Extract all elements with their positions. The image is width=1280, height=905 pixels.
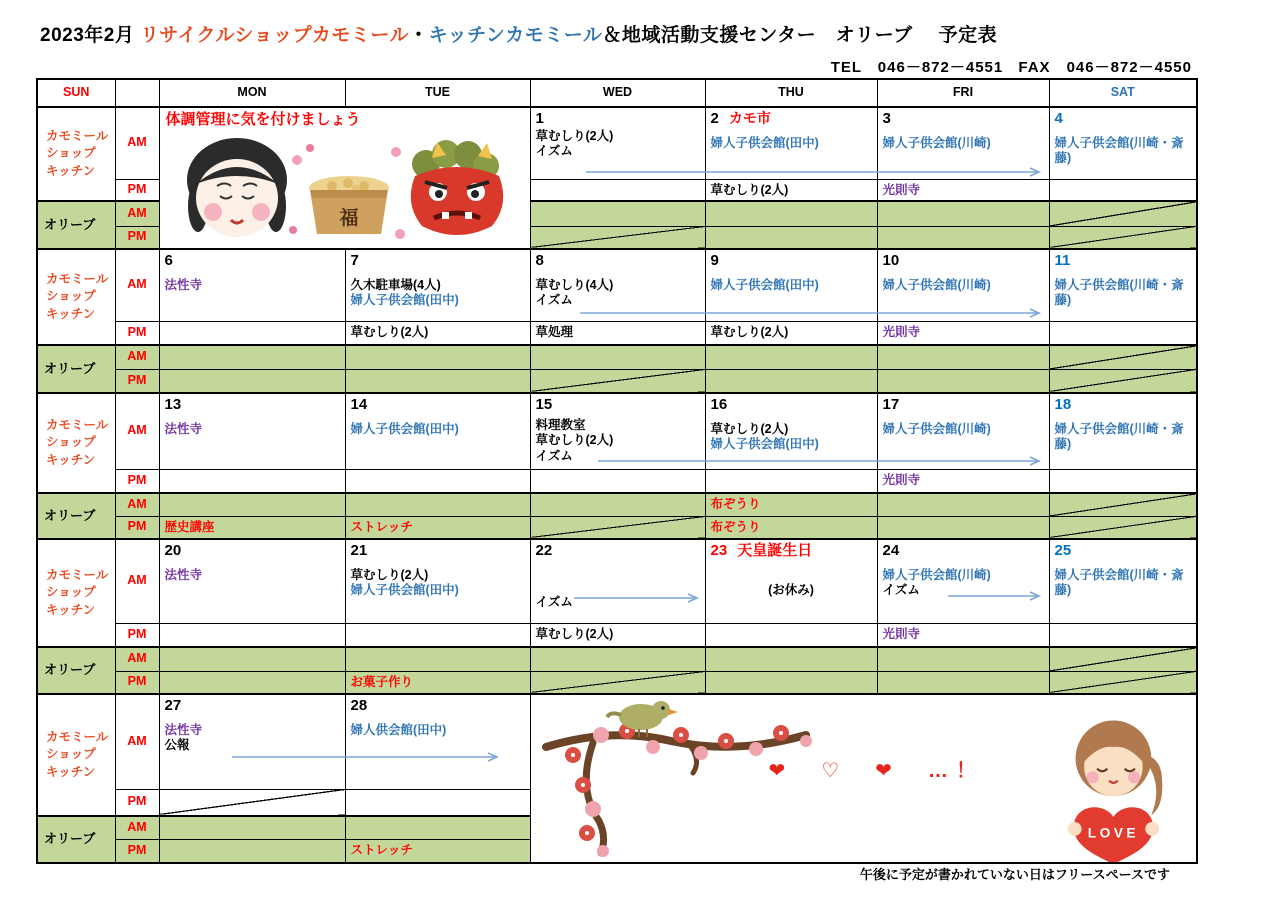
fax-number: FAX 046－872－4550 [1018, 59, 1192, 76]
cell-w5-tue-pm [345, 789, 530, 816]
cell-w5-tue-am: 28 婦人供会館(田中) [345, 694, 530, 789]
cell-w5-mon-olive-pm [159, 839, 345, 863]
cell-w2-sat-olive-am [1049, 345, 1197, 369]
cell-w3-thu-olive-pm: 布ぞうり [705, 516, 877, 539]
cell-w1-thu-olive-pm [705, 226, 877, 249]
cell-w3-mon-am: 13 法性寺 [159, 393, 345, 469]
contact-line [821, 56, 1192, 77]
cell-w4-thu-olive-pm [705, 671, 877, 694]
olive-pm-label: PM [115, 226, 159, 249]
cell-w4-sat-am: 25 婦人子供会館(川崎・斎藤) [1049, 539, 1197, 623]
date-21: 21 [350, 542, 368, 559]
cell-w2-wed-am: 8 草むしり(4人) イズム [530, 249, 705, 321]
olive-am-label: AM [115, 201, 159, 226]
svg-text:福: 福 [338, 208, 359, 229]
date-15: 15 [535, 396, 553, 413]
cell-w2-sat-am: 11 婦人子供会館(川崎・斎藤) [1049, 249, 1197, 321]
cell-w1-wed-olive-pm [530, 226, 705, 249]
cell-w3-tue-am: 14 婦人子供会館(田中) [345, 393, 530, 469]
cell-w4-sat-olive-am [1049, 647, 1197, 671]
am-label: AM [115, 107, 159, 179]
date-4: 4 [1054, 110, 1063, 127]
cell-w4-fri-olive-am [877, 647, 1049, 671]
cell-w3-sat-olive-pm [1049, 516, 1197, 539]
cell-w2-tue-pm: 草むしり(2人) [345, 321, 530, 345]
kamo-market-label: カモ市 [728, 110, 771, 126]
cell-w5-mon-pm [159, 789, 345, 816]
emperor-birthday-label: 天皇誕生日 [737, 542, 813, 559]
cell-w2-fri-am: 10 婦人子供会館(川崎) [877, 249, 1049, 321]
cell-w3-sat-am: 18 婦人子供会館(川崎・斎藤) [1049, 393, 1197, 469]
date-17: 17 [882, 396, 900, 413]
header-blank [115, 79, 159, 107]
cell-w4-tue-am: 21 草むしり(2人) 婦人子供会館(田中) [345, 539, 530, 623]
cell-w2-tue-am: 7 久木駐車場(4人) 婦人子供会館(田中) [345, 249, 530, 321]
cell-w4-fri-olive-pm [877, 671, 1049, 694]
cell-w2-mon-pm [159, 321, 345, 345]
cell-w1-sat-pm [1049, 179, 1197, 201]
cell-w4-tue-olive-pm: お菓子作り [345, 671, 530, 694]
cell-w3-mon-olive-pm: 歴史講座 [159, 516, 345, 539]
cell-w2-sat-olive-pm [1049, 369, 1197, 393]
date-14: 14 [350, 396, 368, 413]
tel-number: TEL 046－872－4551 [830, 59, 1004, 76]
cell-w1-sat-am: 4 婦人子供会館(川崎・斎藤) [1049, 107, 1197, 179]
page-title [40, 20, 997, 47]
cell-w5-tue-olive-pm: ストレッチ [345, 839, 530, 863]
cell-w2-mon-olive-am [159, 345, 345, 369]
header-thu: THU [705, 79, 877, 107]
cell-w2-fri-olive-am [877, 345, 1049, 369]
label-olive-w2: オリーブ [37, 345, 115, 393]
cell-w1-sat-olive-pm [1049, 226, 1197, 249]
cell-w3-fri-am: 17 婦人子供会館(川崎) [877, 393, 1049, 469]
label-olive-w3: オリーブ [37, 493, 115, 539]
cell-w1-sat-olive-am [1049, 201, 1197, 226]
date-6: 6 [164, 252, 173, 269]
date-13: 13 [164, 396, 182, 413]
setsubun-illustration-icon [172, 134, 517, 246]
cell-w4-sat-olive-pm [1049, 671, 1197, 694]
girl-love-heart-icon [1052, 717, 1180, 863]
header-tue: TUE [345, 79, 530, 107]
header-mon: MON [159, 79, 345, 107]
cell-w1-fri-olive-pm [877, 226, 1049, 249]
cell-w2-tue-olive-am [345, 345, 530, 369]
title-shop: リサイクルショップカモミール [140, 25, 410, 46]
date-9: 9 [710, 252, 719, 269]
cell-w2-mon-am: 6 法性寺 [159, 249, 345, 321]
cell-w4-fri-pm: 光則寺 [877, 623, 1049, 647]
cell-w3-fri-olive-am [877, 493, 1049, 516]
header-wed: WED [530, 79, 705, 107]
header-sun: SUN [37, 79, 115, 107]
cell-w3-tue-pm [345, 469, 530, 493]
cell-w1-fri-olive-am [877, 201, 1049, 226]
cell-w4-thu-olive-am [705, 647, 877, 671]
cell-w4-tue-pm [345, 623, 530, 647]
cell-w2-thu-olive-am [705, 345, 877, 369]
cell-w3-sat-pm [1049, 469, 1197, 493]
calendar-table: SUN MON TUE WED THU FRI SAT カモミール ショップ キッチン AM 体調管理に気を付けましょう 福 1 草むしり(2人) イズム 2 カモ市 婦人子供会館(田中) 3 婦人子供会館(川崎) 4 婦人子供会館(川崎・斎藤) PM 草むしり(2人) 光則寺 オリーブ AM PM カモミール ショップ キッチン AM 6 法性寺 7 久木駐車場(4人) 婦人子供会館(田中) 8 草むしり(4人) イズム 9 婦人子供会館(田中) 10 婦人子供会館(川崎) 11 婦人子供会館(川崎・斎藤) PM 草むしり(2人) 草処理 草むしり(2人) 光則寺 オリーブ AM PM カモミール ショップ キッチン AM 13 法性寺 14 婦人子供会館(田中) 15 料理教室 草むしり(2人) イズム 16 草むしり(2人) 婦人子供会館(田中) 17 婦人子供会館(川崎) 18 婦人子供会館(川崎・斎藤) PM 光則寺 オリーブ AM 布ぞうり PM 歴史講座 ストレッチ 布ぞうり カモミール ショップ キッチン AM 20 法性寺 21 草むしり(2人) 婦人子供会館(田中) 22 イズム 23 天皇誕生日 (お休み) 24 婦人子供会館(川崎) イズム 25 婦人子供会館(川崎・斎藤) PM 草むしり(2人) 光則寺 オリーブ AM PM お菓子作り カモミール ショップ キッチン AM 27 法性寺 公報 28 婦人供会館(田中) ❤ ♡ ❤ …！ LOVE PM オリーブ AM PM ストレッチ [36, 78, 1198, 864]
label-chamomile-w5: カモミール ショップ キッチン [37, 694, 115, 816]
cell-w2-fri-olive-pm [877, 369, 1049, 393]
cell-w2-sat-pm [1049, 321, 1197, 345]
date-3: 3 [882, 110, 891, 127]
cell-w2-thu-olive-pm [705, 369, 877, 393]
date-16: 16 [710, 396, 728, 413]
cell-w1-wed-am: 1 草むしり(2人) イズム [530, 107, 705, 179]
cell-w2-mon-olive-pm [159, 369, 345, 393]
title-center: ＆地域活動支援センター オリーブ [602, 25, 913, 46]
footer-note: 午後に予定が書かれていない日はフリースペースです [859, 867, 1170, 882]
cell-w3-mon-pm [159, 469, 345, 493]
label-chamomile-w2: カモミール ショップ キッチン [37, 249, 115, 345]
cell-w3-thu-am: 16 草むしり(2人) 婦人子供会館(田中) [705, 393, 877, 469]
pm-label: PM [115, 179, 159, 201]
health-notice: 体調管理に気を付けましょう [165, 111, 361, 128]
date-8: 8 [535, 252, 544, 269]
cell-w3-fri-pm: 光則寺 [877, 469, 1049, 493]
cell-w2-wed-pm: 草処理 [530, 321, 705, 345]
cell-w1-thu-olive-am [705, 201, 877, 226]
date-18: 18 [1054, 396, 1072, 413]
cell-w4-mon-olive-pm [159, 671, 345, 694]
cell-w3-fri-olive-pm [877, 516, 1049, 539]
cell-w1-wed-olive-am [530, 201, 705, 226]
cell-w4-wed-pm: 草むしり(2人) [530, 623, 705, 647]
cell-w4-thu-pm [705, 623, 877, 647]
cell-w4-thu-am: 23 天皇誕生日 (お休み) [705, 539, 877, 623]
title-suffix: 予定表 [938, 25, 998, 46]
label-chamomile-w4: カモミール ショップ キッチン [37, 539, 115, 647]
cell-w2-wed-olive-am [530, 345, 705, 369]
cell-w3-sat-olive-am [1049, 493, 1197, 516]
date-20: 20 [164, 542, 182, 559]
cell-w4-wed-am: 22 イズム [530, 539, 705, 623]
date-10: 10 [882, 252, 900, 269]
title-separator: ・ [409, 25, 429, 46]
cell-w2-thu-am: 9 婦人子供会館(田中) [705, 249, 877, 321]
cell-w2-tue-olive-pm [345, 369, 530, 393]
title-date: 2023年2月 [40, 25, 135, 46]
label-chamomile-w3: カモミール ショップ キッチン [37, 393, 115, 493]
header-fri: FRI [877, 79, 1049, 107]
cell-w2-wed-olive-pm [530, 369, 705, 393]
cell-w5-tue-olive-am [345, 816, 530, 839]
cell-w3-wed-am: 15 料理教室 草むしり(2人) イズム [530, 393, 705, 469]
cell-w4-fri-am: 24 婦人子供会館(川崎) イズム [877, 539, 1049, 623]
date-7: 7 [350, 252, 359, 269]
header-sat: SAT [1049, 79, 1197, 107]
cell-w2-fri-pm: 光則寺 [877, 321, 1049, 345]
date-25: 25 [1054, 542, 1072, 559]
label-chamomile-w1: カモミール ショップ キッチン [37, 107, 115, 201]
date-2: 2 カモ市 [710, 110, 771, 127]
date-1: 1 [535, 110, 544, 127]
date-22: 22 [535, 542, 553, 559]
date-23: 23 天皇誕生日 [710, 542, 813, 559]
cell-w5-mon-am: 27 法性寺 公報 [159, 694, 345, 789]
cell-w1-illustration [159, 107, 530, 249]
cell-w4-wed-olive-pm [530, 671, 705, 694]
label-olive-w4: オリーブ [37, 647, 115, 694]
cell-w3-thu-pm [705, 469, 877, 493]
cell-w5-illustration [530, 694, 1197, 863]
svg-text:LOVE: LOVE [1087, 825, 1140, 841]
cell-w3-wed-olive-pm [530, 516, 705, 539]
label-olive-w1: オリーブ [37, 201, 115, 249]
cell-w3-wed-olive-am [530, 493, 705, 516]
cell-w2-thu-pm: 草むしり(2人) [705, 321, 877, 345]
cell-w4-mon-pm [159, 623, 345, 647]
cell-w1-fri-am: 3 婦人子供会館(川崎) [877, 107, 1049, 179]
cell-w4-mon-am: 20 法性寺 [159, 539, 345, 623]
date-28: 28 [350, 697, 368, 714]
hearts-decoration: ❤ ♡ ❤ …！ [768, 760, 984, 782]
cell-w5-mon-olive-am [159, 816, 345, 839]
cell-w3-tue-olive-pm: ストレッチ [345, 516, 530, 539]
cell-w4-sat-pm [1049, 623, 1197, 647]
cell-w3-thu-olive-am: 布ぞうり [705, 493, 877, 516]
cell-w3-tue-olive-am [345, 493, 530, 516]
cell-w3-mon-olive-am [159, 493, 345, 516]
date-27: 27 [164, 697, 182, 714]
cell-w1-wed-pm [530, 179, 705, 201]
date-11: 11 [1054, 252, 1071, 269]
cell-w4-wed-olive-am [530, 647, 705, 671]
cell-w3-wed-pm [530, 469, 705, 493]
date-24: 24 [882, 542, 900, 559]
title-kitchen: キッチンカモミール [428, 25, 603, 46]
cell-w1-thu-am: 2 カモ市 婦人子供会館(田中) [705, 107, 877, 179]
cell-w4-mon-olive-am [159, 647, 345, 671]
cell-w1-fri-pm: 光則寺 [877, 179, 1049, 201]
label-olive-w5: オリーブ [37, 816, 115, 863]
header-row [37, 79, 1197, 107]
cell-w1-thu-pm: 草むしり(2人) [705, 179, 877, 201]
cell-w4-tue-olive-am [345, 647, 530, 671]
